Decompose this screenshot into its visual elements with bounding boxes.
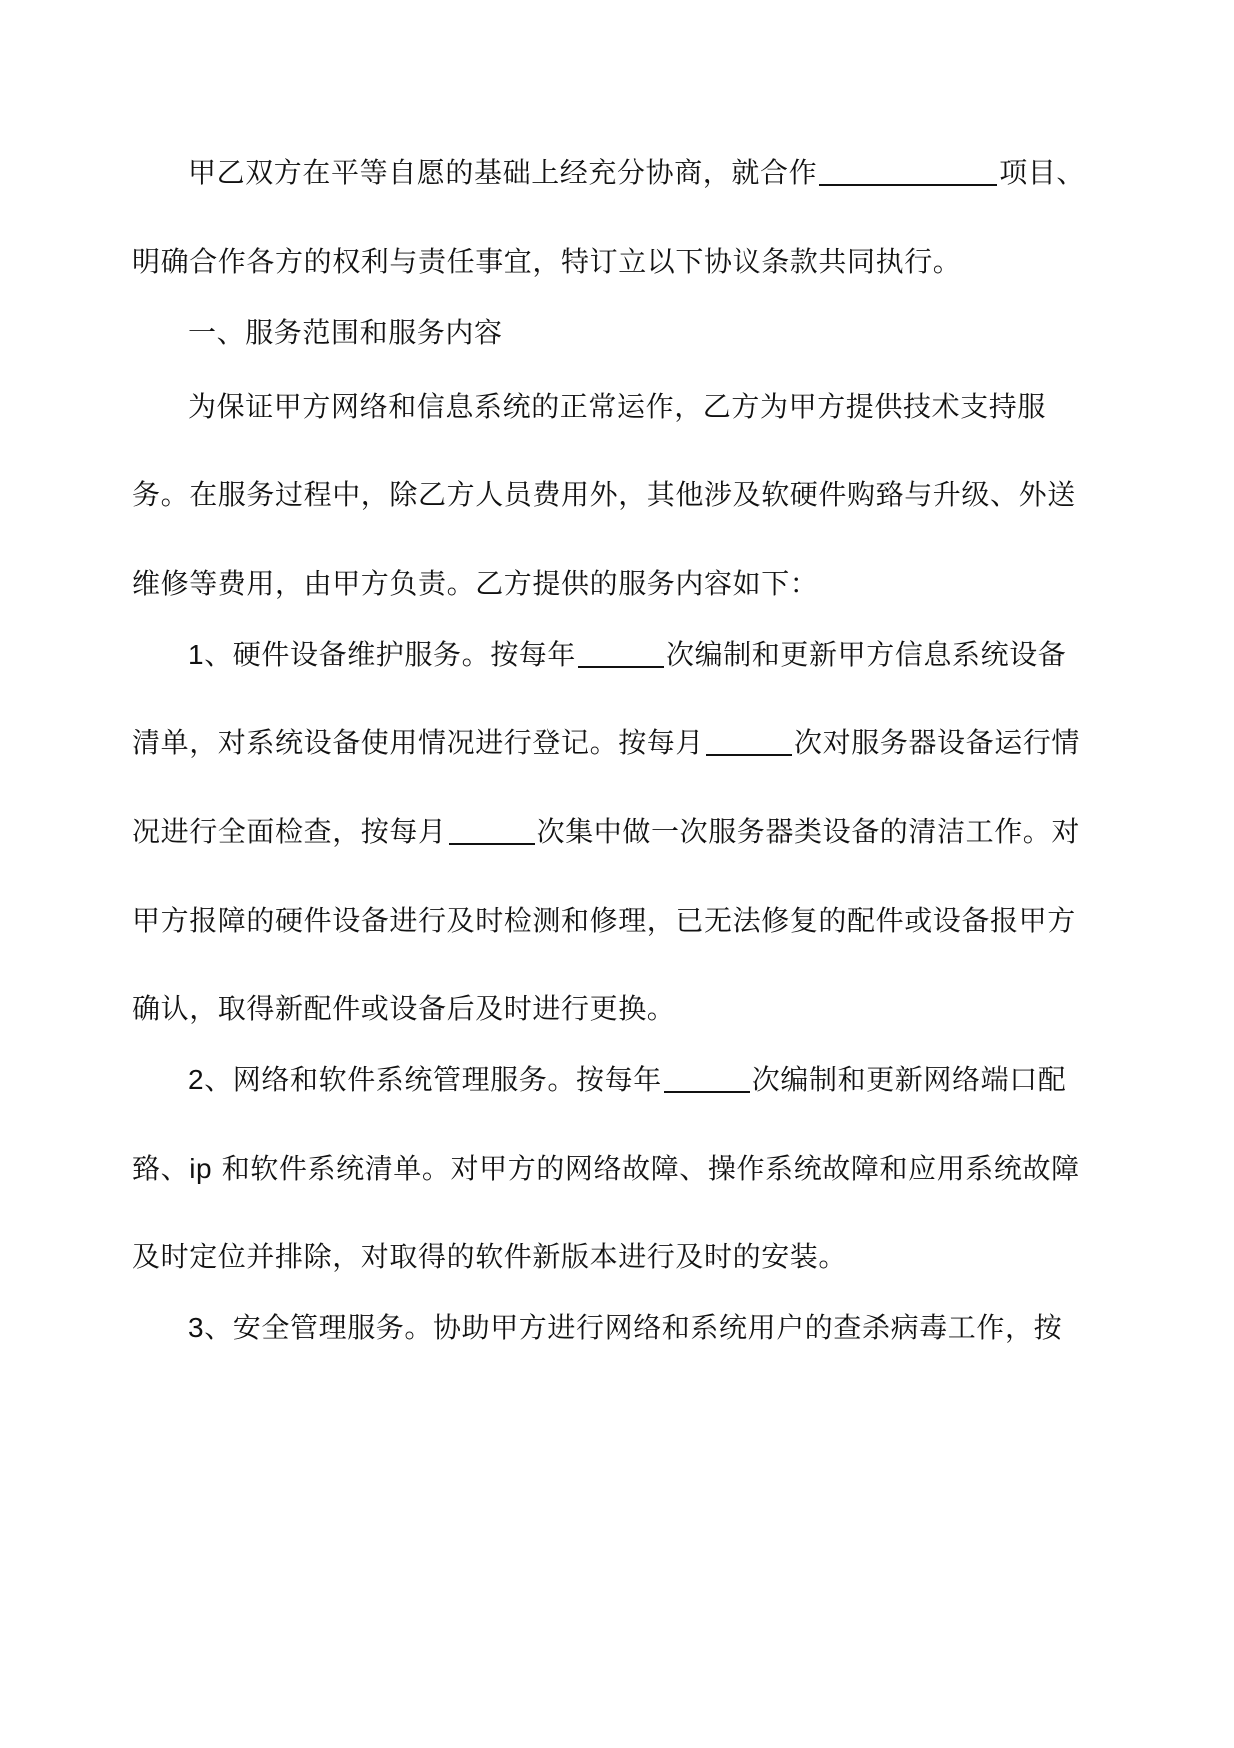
item-1-line-3-after: 次集中做一次服务器类设备的清洁工作。对 [536, 815, 1081, 848]
item-2-line-3: 及时定位并排除，对取得的软件新版本进行及时的安装。 [132, 1240, 848, 1273]
item-1-line-2-before: 清单，对系统设备使用情况进行登记。按每月 [132, 726, 705, 759]
item-1-monthly-check-blank [706, 726, 792, 756]
item-1-yearly-count-blank [578, 638, 664, 668]
item-2-number: 2 [188, 1064, 205, 1095]
item-1-line-1-after: 次编制和更新甲方信息系统设备 [666, 638, 1067, 671]
item-1-line-2-after: 次对服务器设备运行情 [794, 726, 1081, 759]
item-1-line-1-before: 、硬件设备维护服务。按每年 [204, 638, 576, 671]
section-1-para-line-3: 维修等费用，由甲方负责。乙方提供的服务内容如下： [132, 567, 819, 600]
item-1-line-1 [188, 637, 1107, 673]
item-3-line-1-text: 、安全管理服务。协助甲方进行网络和系统用户的查杀病毒工作，按 [204, 1311, 1063, 1344]
section-1-para-line-1: 为保证甲方网络和信息系统的正常运作，乙方为甲方提供技术支持服 [188, 390, 1047, 423]
section-1-heading: 一、服务范围和服务内容 [188, 316, 503, 349]
item-1-line-2 [132, 725, 1107, 761]
intro-text-after-blank: 项目、 [999, 156, 1086, 189]
item-1-number: 1 [188, 639, 205, 670]
item-2-line-1-after: 次编制和更新网络端口配 [751, 1063, 1067, 1096]
item-3-number: 3 [188, 1312, 205, 1343]
item-3-line-1 [188, 1310, 1107, 1346]
item-2-yearly-count-blank [664, 1063, 750, 1093]
item-1-monthly-clean-blank [449, 815, 535, 845]
intro-line-1 [188, 155, 1107, 191]
item-1-line-3 [132, 814, 1107, 850]
item-2-line-2-b: 和软件系统清单。对甲方的网络故障、操作系统故障和应用系统故障 [212, 1152, 1080, 1185]
item-2-line-2-a: 臵、 [132, 1152, 190, 1185]
item-1-line-3-before: 况进行全面检查，按每月 [132, 815, 447, 848]
item-1-line-5: 确认，取得新配件或设备后及时进行更换。 [132, 992, 676, 1025]
item-2-line-2 [132, 1151, 1107, 1187]
intro-text-before-blank: 甲乙双方在平等自愿的基础上经充分协商，就合作 [188, 156, 818, 189]
project-name-blank [819, 156, 997, 186]
item-2-line-1-before: 、网络和软件系统管理服务。按每年 [204, 1063, 662, 1096]
item-2-ip-text: ip [189, 1153, 213, 1184]
section-1-para-line-2: 务。在服务过程中，除乙方人员费用外，其他涉及软硬件购臵与升级、外送 [132, 478, 1076, 511]
item-1-line-4: 甲方报障的硬件设备进行及时检测和修理，已无法修复的配件或设备报甲方 [132, 904, 1076, 937]
intro-line-2: 明确合作各方的权利与责任事宜，特订立以下协议条款共同执行。 [132, 245, 962, 278]
item-2-line-1 [188, 1062, 1107, 1098]
